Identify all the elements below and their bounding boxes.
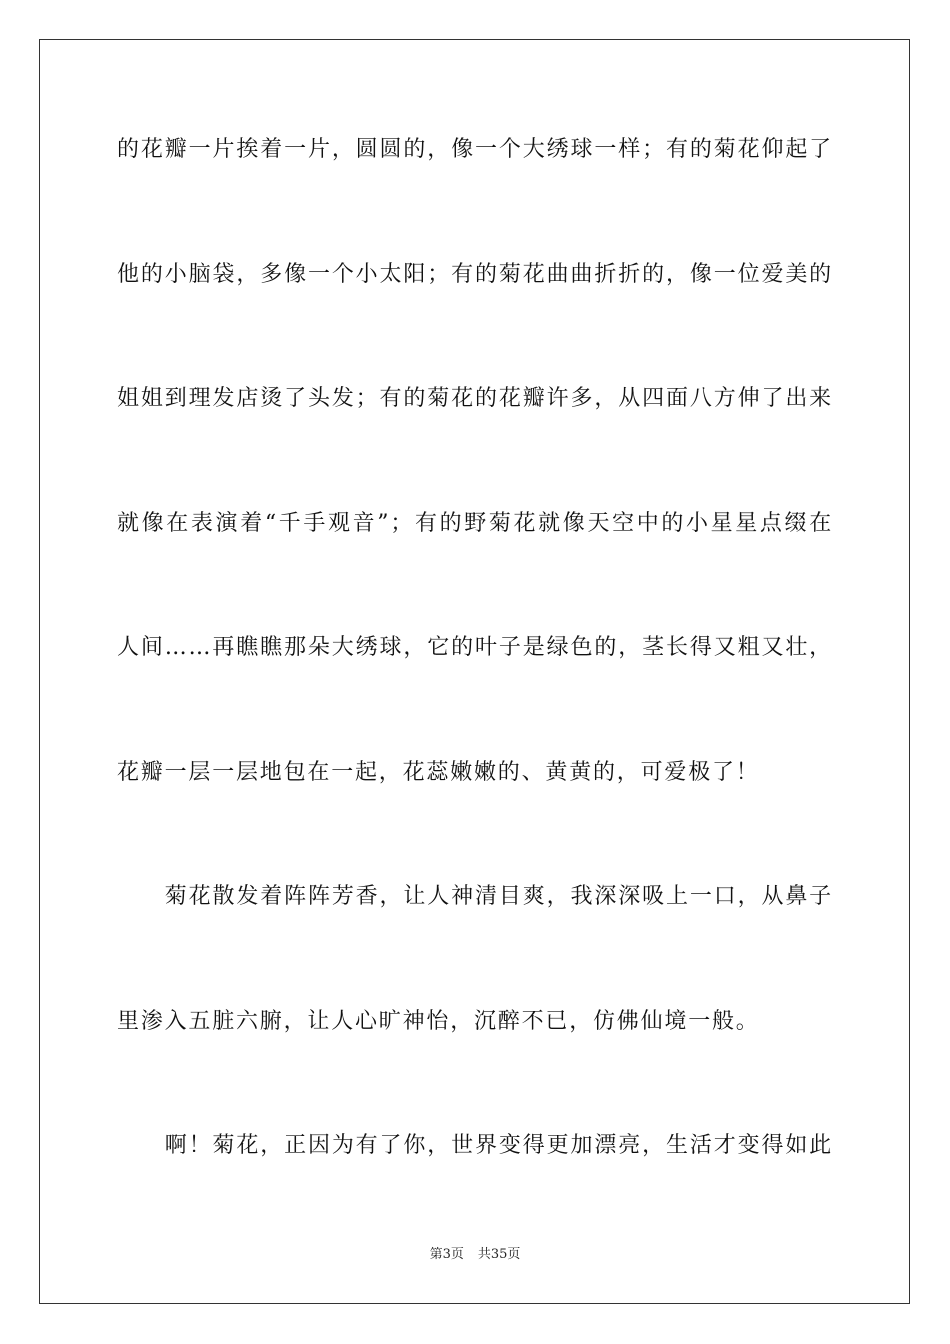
text-line: 里渗入五脏六腑，让人心旷神怡，沉醉不已，仿佛仙境一般。 xyxy=(117,1009,760,1034)
page-border xyxy=(39,39,910,1304)
page-number: 第3页 xyxy=(429,1247,464,1262)
page-footer xyxy=(0,1246,950,1264)
text-line: 姐姐到理发店烫了头发；有的菊花的花瓣许多，从四面八方伸了出来 xyxy=(117,386,833,411)
text-line: 就像在表演着“千手观音”；有的野菊花就像天空中的小星星点缀在 xyxy=(117,511,833,536)
page-total: 共35页 xyxy=(477,1247,521,1262)
text-line: 人间……再瞧瞧那朵大绣球，它的叶子是绿色的，茎长得又粗又壮， xyxy=(117,635,833,660)
paragraph-start-line: 菊花散发着阵阵芳香，让人神清目爽，我深深吸上一口，从鼻子 xyxy=(117,884,833,909)
text-line: 的花瓣一片挨着一片，圆圆的，像一个大绣球一样；有的菊花仰起了 xyxy=(117,137,833,162)
text-line: 花瓣一层一层地包在一起，花蕊嫩嫩的、黄黄的，可爱极了！ xyxy=(117,760,760,785)
paragraph-start-line: 啊！菊花，正因为有了你，世界变得更加漂亮，生活才变得如此 xyxy=(117,1133,833,1158)
text-line: 他的小脑袋，多像一个小太阳；有的菊花曲曲折折的，像一位爱美的 xyxy=(117,262,833,287)
